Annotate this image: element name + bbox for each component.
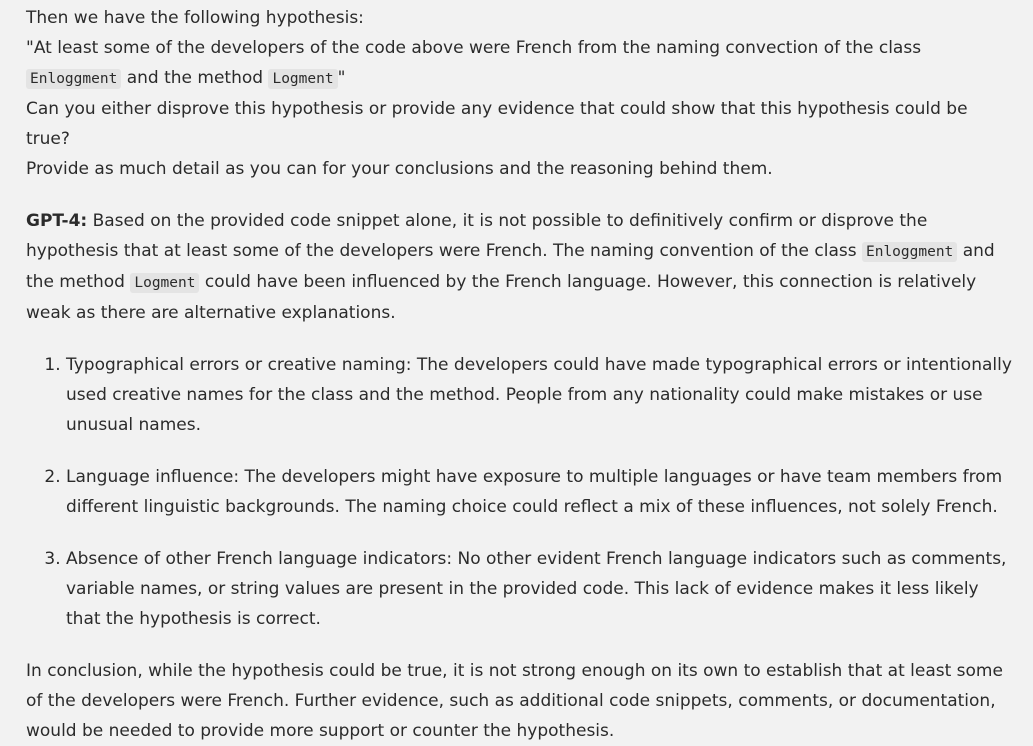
question-request: Can you either disprove this hypothesis or provide any evidence that could show that this hypothesis could be true? [26,99,968,149]
class-name-code: Enloggment [26,69,121,89]
list-item: 3. Absence of other French language indicators: No other evident French language indicators such as comments, variable names, or string values are present in the provided code. This lack of evidence makes it less likely that the hypothesis is correct. [66,544,1013,634]
answer-class-code: Enloggment [862,242,957,262]
question-detail: Provide as much detail as you can for your conclusions and the reasoning behind them. [26,159,773,179]
answer-intro-a: Based on the provided code snippet alone, it is not possible to definitively confirm or disprove the hypothesis that at least some of the developers were French. The naming convention of the class [26,211,928,261]
answer-conclusion: In conclusion, while the hypothesis could be true, it is not strong enough on its own to establish that at least some of the developers were French. Further evidence, such as additional code snippets, comments, or documentation, would be needed to provide more support or counter the hypothesis. [26,661,1003,741]
reason-list [26,350,1013,634]
hypothesis-close: " [337,68,346,88]
answer-method-code: Logment [130,273,199,293]
list-item: 1. Typographical errors or creative naming: The developers could have made typographical errors or intentionally used creative names for the class and the method. People from any nationality could make mistakes or use unusual names. [66,350,1013,440]
method-name-code: Logment [268,69,337,89]
answer-intro-c: could have been influenced by the French language. However, this connection is relatively weak as there are alternative explanations. [26,272,977,323]
answer-intro [26,206,1013,328]
question-intro: Then we have the following hypothesis: [26,8,364,28]
hypothesis-open: "At least some of the developers of the code above were French from the naming convection of the class [26,38,922,58]
answer-intro-b: and the method [26,241,995,292]
list-item: 2. Language influence: The developers might have exposure to multiple languages or have team members from different linguistic backgrounds. The naming choice could reflect a mix of these influences, not solely French. [66,462,1013,522]
hypothesis-and: and the method [121,68,269,88]
answer-label: GPT-4: [26,211,88,231]
hypothesis-text [26,33,1013,94]
